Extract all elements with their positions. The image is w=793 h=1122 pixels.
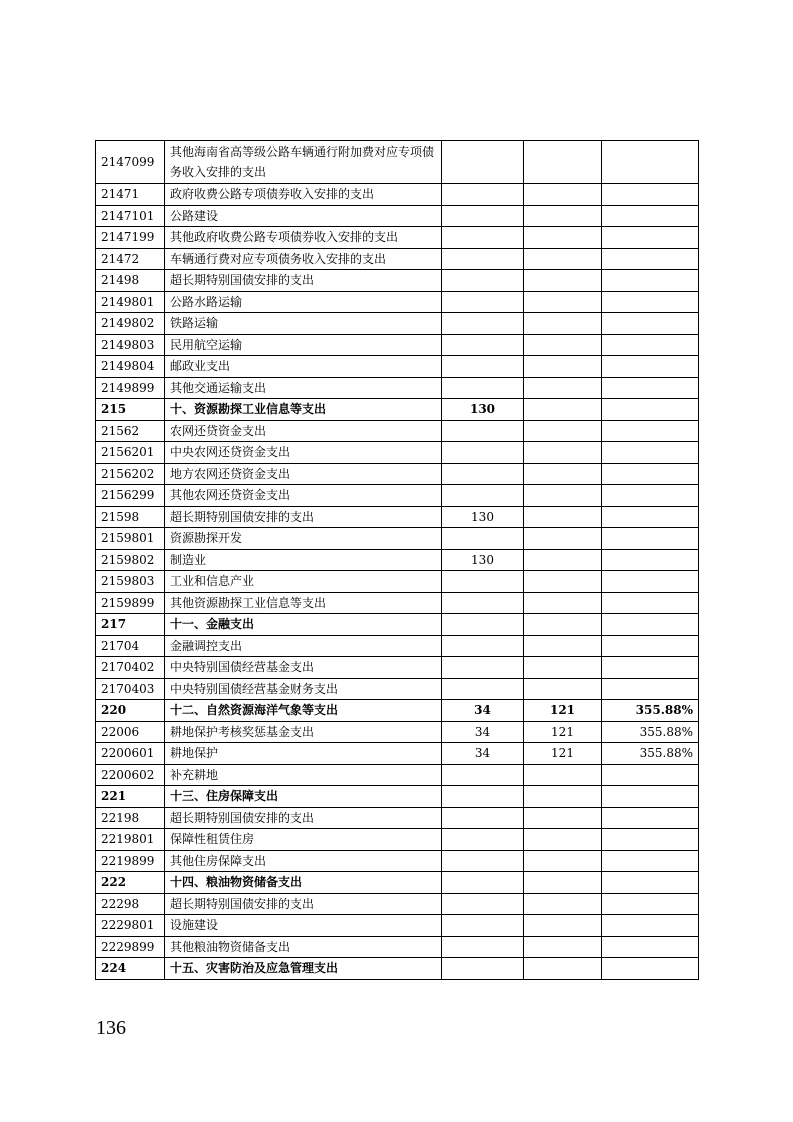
subject-code-cell: 21472 — [96, 248, 165, 270]
budget-amount-cell — [442, 678, 524, 700]
actual-amount-cell — [524, 850, 602, 872]
subject-name-cell: 十二、自然资源海洋气象等支出 — [165, 700, 442, 722]
subject-code-cell: 2147099 — [96, 141, 165, 184]
subject-code-cell: 22298 — [96, 893, 165, 915]
completion-rate-cell: 355.88% — [602, 743, 699, 765]
actual-amount-cell — [524, 958, 602, 980]
budget-amount-cell — [442, 141, 524, 184]
actual-amount-cell — [524, 678, 602, 700]
completion-rate-cell — [602, 614, 699, 636]
budget-amount-cell — [442, 872, 524, 894]
table-row — [96, 850, 699, 872]
completion-rate-cell — [602, 872, 699, 894]
subject-name-cell: 其他政府收费公路专项债券收入安排的支出 — [165, 227, 442, 249]
subject-name-cell: 设施建设 — [165, 915, 442, 937]
table-row — [96, 442, 699, 464]
actual-amount-cell — [524, 807, 602, 829]
subject-code-cell: 2219801 — [96, 829, 165, 851]
table-row — [96, 721, 699, 743]
table-row-category — [96, 872, 699, 894]
actual-amount-cell — [524, 592, 602, 614]
subject-name-cell: 公路水路运输 — [165, 291, 442, 313]
budget-amount-cell: 34 — [442, 721, 524, 743]
budget-amount-cell — [442, 657, 524, 679]
subject-code-cell: 2149899 — [96, 377, 165, 399]
subject-code-cell: 2149802 — [96, 313, 165, 335]
budget-amount-cell — [442, 377, 524, 399]
table-row — [96, 377, 699, 399]
budget-amount-cell — [442, 227, 524, 249]
actual-amount-cell — [524, 528, 602, 550]
table-row — [96, 915, 699, 937]
completion-rate-cell — [602, 334, 699, 356]
actual-amount-cell — [524, 549, 602, 571]
actual-amount-cell: 121 — [524, 721, 602, 743]
actual-amount-cell — [524, 872, 602, 894]
actual-amount-cell — [524, 334, 602, 356]
completion-rate-cell — [602, 764, 699, 786]
subject-name-cell: 耕地保护 — [165, 743, 442, 765]
completion-rate-cell — [602, 399, 699, 421]
subject-name-cell: 其他资源勘探工业信息等支出 — [165, 592, 442, 614]
table-row — [96, 141, 699, 184]
actual-amount-cell: 121 — [524, 700, 602, 722]
completion-rate-cell — [602, 184, 699, 206]
actual-amount-cell: 121 — [524, 743, 602, 765]
table-row — [96, 528, 699, 550]
subject-name-cell: 补充耕地 — [165, 764, 442, 786]
subject-code-cell: 21598 — [96, 506, 165, 528]
subject-name-cell: 车辆通行费对应专项债务收入安排的支出 — [165, 248, 442, 270]
budget-amount-cell: 130 — [442, 549, 524, 571]
table-row — [96, 549, 699, 571]
actual-amount-cell — [524, 786, 602, 808]
subject-name-cell: 制造业 — [165, 549, 442, 571]
actual-amount-cell — [524, 893, 602, 915]
table-row — [96, 678, 699, 700]
actual-amount-cell — [524, 184, 602, 206]
subject-code-cell: 21562 — [96, 420, 165, 442]
table-row — [96, 334, 699, 356]
actual-amount-cell — [524, 141, 602, 184]
budget-amount-cell — [442, 829, 524, 851]
subject-name-cell: 资源勘探开发 — [165, 528, 442, 550]
subject-code-cell: 2149803 — [96, 334, 165, 356]
subject-code-cell: 2147101 — [96, 205, 165, 227]
subject-code-cell: 21704 — [96, 635, 165, 657]
completion-rate-cell — [602, 506, 699, 528]
table-row — [96, 205, 699, 227]
budget-amount-cell — [442, 205, 524, 227]
subject-name-cell: 工业和信息产业 — [165, 571, 442, 593]
actual-amount-cell — [524, 764, 602, 786]
actual-amount-cell — [524, 915, 602, 937]
subject-code-cell: 2200602 — [96, 764, 165, 786]
actual-amount-cell — [524, 420, 602, 442]
table-row — [96, 485, 699, 507]
completion-rate-cell — [602, 485, 699, 507]
budget-amount-cell — [442, 635, 524, 657]
table-row-category — [96, 958, 699, 980]
completion-rate-cell — [602, 463, 699, 485]
subject-name-cell: 中央特别国债经营基金支出 — [165, 657, 442, 679]
budget-amount-cell: 34 — [442, 743, 524, 765]
table-row — [96, 829, 699, 851]
table-row-category — [96, 700, 699, 722]
completion-rate-cell — [602, 248, 699, 270]
subject-code-cell: 224 — [96, 958, 165, 980]
completion-rate-cell — [602, 958, 699, 980]
subject-name-cell: 其他住房保障支出 — [165, 850, 442, 872]
actual-amount-cell — [524, 270, 602, 292]
completion-rate-cell — [602, 291, 699, 313]
actual-amount-cell — [524, 614, 602, 636]
subject-name-cell: 十四、粮油物资储备支出 — [165, 872, 442, 894]
subject-code-cell: 2219899 — [96, 850, 165, 872]
budget-amount-cell — [442, 420, 524, 442]
subject-name-cell: 十三、住房保障支出 — [165, 786, 442, 808]
actual-amount-cell — [524, 356, 602, 378]
budget-amount-cell — [442, 807, 524, 829]
subject-code-cell: 220 — [96, 700, 165, 722]
budget-amount-cell — [442, 915, 524, 937]
table-row-category — [96, 614, 699, 636]
table-row — [96, 463, 699, 485]
subject-name-cell: 十五、灾害防治及应急管理支出 — [165, 958, 442, 980]
actual-amount-cell — [524, 657, 602, 679]
budget-amount-cell — [442, 528, 524, 550]
subject-name-cell: 超长期特别国债安排的支出 — [165, 270, 442, 292]
table-row — [96, 506, 699, 528]
subject-name-cell: 邮政业支出 — [165, 356, 442, 378]
budget-amount-cell — [442, 270, 524, 292]
subject-code-cell: 22006 — [96, 721, 165, 743]
table-row — [96, 936, 699, 958]
completion-rate-cell — [602, 442, 699, 464]
completion-rate-cell — [602, 227, 699, 249]
table-row — [96, 420, 699, 442]
table-row-category — [96, 786, 699, 808]
subject-name-cell: 地方农网还贷资金支出 — [165, 463, 442, 485]
budget-expenditure-table — [95, 140, 699, 980]
subject-name-cell: 中央特别国债经营基金财务支出 — [165, 678, 442, 700]
actual-amount-cell — [524, 442, 602, 464]
completion-rate-cell — [602, 205, 699, 227]
table-row-category — [96, 399, 699, 421]
actual-amount-cell — [524, 635, 602, 657]
table-row — [96, 184, 699, 206]
table-row — [96, 893, 699, 915]
actual-amount-cell — [524, 506, 602, 528]
table-row — [96, 227, 699, 249]
subject-code-cell: 222 — [96, 872, 165, 894]
table-row — [96, 743, 699, 765]
completion-rate-cell — [602, 592, 699, 614]
subject-name-cell: 民用航空运输 — [165, 334, 442, 356]
table-row — [96, 657, 699, 679]
table-row — [96, 291, 699, 313]
budget-amount-cell — [442, 334, 524, 356]
table-row — [96, 248, 699, 270]
completion-rate-cell — [602, 270, 699, 292]
subject-code-cell: 2159802 — [96, 549, 165, 571]
completion-rate-cell — [602, 936, 699, 958]
completion-rate-cell — [602, 678, 699, 700]
subject-name-cell: 金融调控支出 — [165, 635, 442, 657]
actual-amount-cell — [524, 248, 602, 270]
completion-rate-cell — [602, 635, 699, 657]
completion-rate-cell — [602, 893, 699, 915]
subject-code-cell: 2156299 — [96, 485, 165, 507]
actual-amount-cell — [524, 571, 602, 593]
subject-code-cell: 2159801 — [96, 528, 165, 550]
subject-name-cell: 政府收费公路专项债券收入安排的支出 — [165, 184, 442, 206]
table-row — [96, 635, 699, 657]
completion-rate-cell — [602, 829, 699, 851]
budget-amount-cell — [442, 248, 524, 270]
budget-amount-cell — [442, 786, 524, 808]
budget-amount-cell — [442, 850, 524, 872]
subject-code-cell: 21498 — [96, 270, 165, 292]
subject-code-cell: 221 — [96, 786, 165, 808]
completion-rate-cell — [602, 549, 699, 571]
budget-amount-cell: 130 — [442, 506, 524, 528]
budget-amount-cell — [442, 614, 524, 636]
budget-amount-cell — [442, 313, 524, 335]
actual-amount-cell — [524, 485, 602, 507]
subject-code-cell: 2147199 — [96, 227, 165, 249]
budget-amount-cell — [442, 485, 524, 507]
budget-amount-cell — [442, 592, 524, 614]
actual-amount-cell — [524, 377, 602, 399]
subject-code-cell: 2156202 — [96, 463, 165, 485]
subject-name-cell: 超长期特别国债安排的支出 — [165, 506, 442, 528]
budget-amount-cell — [442, 893, 524, 915]
table-body — [96, 141, 699, 980]
subject-name-cell: 十、资源勘探工业信息等支出 — [165, 399, 442, 421]
actual-amount-cell — [524, 313, 602, 335]
subject-name-cell: 中央农网还贷资金支出 — [165, 442, 442, 464]
budget-amount-cell — [442, 764, 524, 786]
budget-amount-cell — [442, 442, 524, 464]
completion-rate-cell: 355.88% — [602, 700, 699, 722]
subject-name-cell: 超长期特别国债安排的支出 — [165, 807, 442, 829]
page-number: 136 — [96, 1017, 126, 1039]
actual-amount-cell — [524, 463, 602, 485]
table-row — [96, 807, 699, 829]
budget-amount-cell — [442, 291, 524, 313]
subject-name-cell: 十一、金融支出 — [165, 614, 442, 636]
subject-name-cell: 耕地保护考核奖惩基金支出 — [165, 721, 442, 743]
completion-rate-cell — [602, 786, 699, 808]
actual-amount-cell — [524, 205, 602, 227]
subject-code-cell: 2229899 — [96, 936, 165, 958]
budget-amount-cell — [442, 571, 524, 593]
subject-name-cell: 其他粮油物资储备支出 — [165, 936, 442, 958]
budget-amount-cell — [442, 936, 524, 958]
completion-rate-cell — [602, 313, 699, 335]
subject-code-cell: 2229801 — [96, 915, 165, 937]
completion-rate-cell — [602, 528, 699, 550]
subject-name-cell: 农网还贷资金支出 — [165, 420, 442, 442]
budget-amount-cell: 34 — [442, 700, 524, 722]
subject-name-cell: 铁路运输 — [165, 313, 442, 335]
completion-rate-cell: 355.88% — [602, 721, 699, 743]
table-row — [96, 356, 699, 378]
table-row — [96, 764, 699, 786]
completion-rate-cell — [602, 807, 699, 829]
actual-amount-cell — [524, 399, 602, 421]
subject-code-cell: 22198 — [96, 807, 165, 829]
subject-code-cell: 21471 — [96, 184, 165, 206]
subject-code-cell: 2159899 — [96, 592, 165, 614]
subject-name-cell: 其他交通运输支出 — [165, 377, 442, 399]
budget-amount-cell: 130 — [442, 399, 524, 421]
budget-amount-cell — [442, 356, 524, 378]
subject-code-cell: 2170402 — [96, 657, 165, 679]
subject-code-cell: 2149801 — [96, 291, 165, 313]
subject-code-cell: 215 — [96, 399, 165, 421]
actual-amount-cell — [524, 936, 602, 958]
budget-amount-cell — [442, 463, 524, 485]
completion-rate-cell — [602, 657, 699, 679]
completion-rate-cell — [602, 850, 699, 872]
actual-amount-cell — [524, 829, 602, 851]
completion-rate-cell — [602, 420, 699, 442]
actual-amount-cell — [524, 227, 602, 249]
subject-code-cell: 2200601 — [96, 743, 165, 765]
subject-name-cell: 其他海南省高等级公路车辆通行附加费对应专项债务收入安排的支出 — [165, 141, 442, 184]
completion-rate-cell — [602, 915, 699, 937]
subject-name-cell: 保障性租赁住房 — [165, 829, 442, 851]
completion-rate-cell — [602, 377, 699, 399]
subject-code-cell: 2149804 — [96, 356, 165, 378]
subject-code-cell: 2170403 — [96, 678, 165, 700]
budget-amount-cell — [442, 184, 524, 206]
table-row — [96, 592, 699, 614]
subject-name-cell: 其他农网还贷资金支出 — [165, 485, 442, 507]
table-row — [96, 270, 699, 292]
table-row — [96, 571, 699, 593]
completion-rate-cell — [602, 141, 699, 184]
actual-amount-cell — [524, 291, 602, 313]
subject-code-cell: 2156201 — [96, 442, 165, 464]
table-row — [96, 313, 699, 335]
completion-rate-cell — [602, 571, 699, 593]
subject-name-cell: 公路建设 — [165, 205, 442, 227]
completion-rate-cell — [602, 356, 699, 378]
subject-code-cell: 217 — [96, 614, 165, 636]
budget-amount-cell — [442, 958, 524, 980]
subject-name-cell: 超长期特别国债安排的支出 — [165, 893, 442, 915]
subject-code-cell: 2159803 — [96, 571, 165, 593]
